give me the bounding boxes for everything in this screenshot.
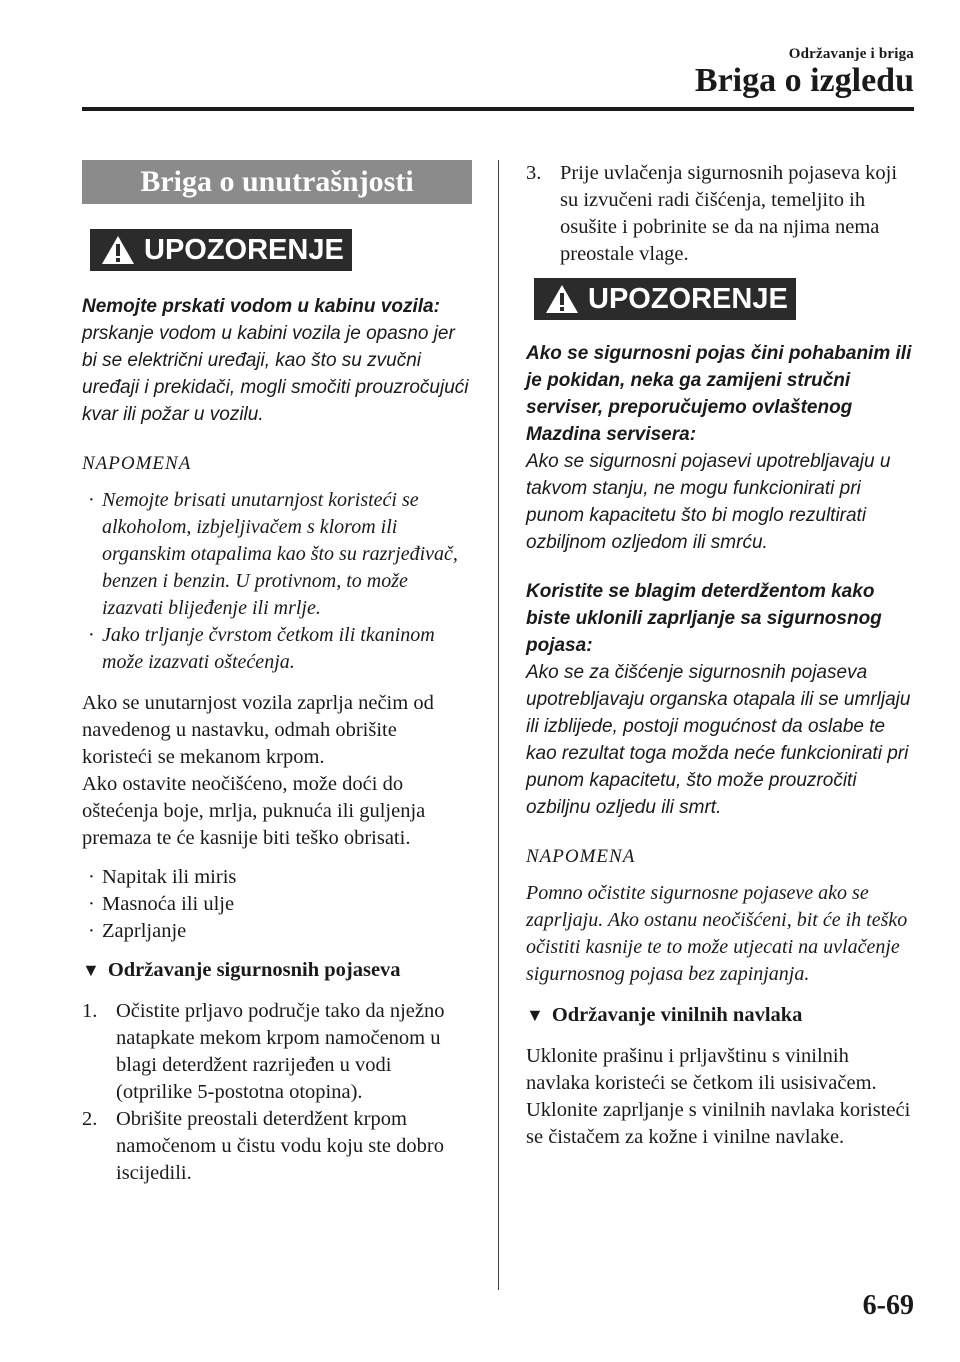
subheading-text: Održavanje sigurnosnih pojaseva bbox=[107, 959, 401, 981]
triangle-down-icon: ▼ bbox=[526, 1005, 544, 1025]
warning-body: Ako se za čišćenje sigurnosnih pojaseva upotrebljavaju organska otapala ili se umrljaju ili izblijede, postoji mogućnost da oslabe te kao rezultat toga možda neće funkcionirati pri punom kapacitetu, što može prouzročiti ozbiljnu ozljedu ili smrt. bbox=[526, 662, 911, 818]
subheading-vinyl bbox=[526, 1002, 916, 1029]
warning-triangle-icon bbox=[544, 283, 580, 315]
note-item: · Jako trljanje čvrstom četkom ili tkaninom može izazvati oštećenja. bbox=[82, 622, 472, 676]
step-item bbox=[82, 998, 472, 1106]
step-text: Prije uvlačenja sigurnosnih pojaseva koji su izvučeni radi čišćenja, temeljito ih osušite i pobrinite se da na njima nema preostale vlage. bbox=[560, 162, 898, 265]
seatbelt-steps-continued bbox=[526, 160, 916, 268]
note-item: · Nemojte brisati unutarnjost koristeći se alkoholom, izbjeljivačem s klorom ili organskim otapalima kao što su razrjeđivač, benzen i benzin. U protivnom, to može izazvati blijeđenje ili mrlje. bbox=[82, 487, 472, 622]
note-list bbox=[82, 487, 472, 676]
running-header-section: Održavanje i briga bbox=[788, 46, 914, 62]
running-header-title: Briga o izgledu bbox=[694, 62, 914, 99]
warning-label: UPOZORENJE bbox=[588, 282, 788, 315]
subheading-text: Održavanje vinilnih navlaka bbox=[551, 1004, 803, 1026]
step-text: Obrišite preostali deterdžent krpom namočenom u čistu vodu koju ste dobro iscijedili. bbox=[116, 1108, 444, 1184]
warning-text-2 bbox=[526, 578, 916, 821]
warning-body: Ako se sigurnosni pojasevi upotrebljavaju u takvom stanju, ne mogu funkcionirati pri punom kapacitetu što bi moglo rezultirati ozbiljnom ozljedom ili smrću. bbox=[526, 451, 891, 553]
paragraph: Ako ostavite neočišćeno, može doći do oštećenja boje, mrlja, puknuća ili guljenja premaza te će kasnije biti teško obrisati. bbox=[82, 773, 426, 849]
warning-triangle-icon bbox=[100, 234, 136, 266]
left-column bbox=[82, 160, 472, 1187]
warning-label-box bbox=[90, 229, 352, 271]
warning-heading: Koristite se blagim deterdžentom kako biste uklonili zaprljanje sa sigurnosnog pojasa: bbox=[526, 581, 882, 656]
warning-body: prskanje vodom u kabini vozila je opasno jer bi se električni uređaji, kao što su zvučni uređaji i prekidači, mogli smočiti prouzročujući kvar ili požar u vozilu. bbox=[82, 323, 469, 425]
header-rule bbox=[82, 107, 914, 111]
page-number: 6-69 bbox=[862, 1290, 914, 1321]
step-number: 3. bbox=[526, 162, 542, 184]
seatbelt-steps bbox=[82, 998, 472, 1187]
note-text: Pomno očistite sigurnosne pojaseve ako se zaprljaju. Ako ostanu neočišćeni, bit će ih teško očistiti kasnije te to može utjecati na uvlačenje sigurnosnog pojasa bez zapinjanja. bbox=[526, 882, 908, 985]
step-number: 2. bbox=[82, 1108, 98, 1130]
warning-text bbox=[82, 293, 472, 428]
list-item: · Napitak ili miris bbox=[82, 864, 472, 891]
step-text: Očistite prljavo područje tako da nježno natapkate mekom krpom namočenom u blagi deterdžent razrijeđen u vodi (otprilike 5-postotna otopina). bbox=[116, 1000, 445, 1103]
right-column bbox=[526, 160, 916, 1151]
warning-label: UPOZORENJE bbox=[144, 233, 344, 266]
warning-label-box bbox=[534, 278, 796, 320]
column-divider bbox=[498, 160, 499, 1290]
step-item bbox=[526, 160, 916, 268]
stain-list bbox=[82, 864, 472, 945]
step-number: 1. bbox=[82, 1000, 98, 1022]
note-title: NAPOMENA bbox=[526, 846, 636, 867]
paragraph: Uklonite zaprljanje s vinilnih navlaka koristeći se čistačem za kožne i vinilne navlake. bbox=[526, 1099, 911, 1148]
subheading-seatbelts bbox=[82, 957, 472, 984]
triangle-down-icon: ▼ bbox=[82, 960, 100, 980]
warning-text-1 bbox=[526, 340, 916, 556]
list-item: · Masnoća ili ulje bbox=[82, 891, 472, 918]
section-title: Briga o unutrašnjosti bbox=[82, 160, 472, 204]
step-item bbox=[82, 1106, 472, 1187]
warning-heading: Nemojte prskati vodom u kabinu vozila: bbox=[82, 296, 440, 317]
paragraph: Uklonite prašinu i prljavštinu s vinilnih navlaka koristeći se četkom ili usisivačem. bbox=[526, 1045, 877, 1094]
note-title: NAPOMENA bbox=[82, 453, 192, 474]
intro-paragraphs bbox=[82, 690, 472, 852]
warning-heading: Ako se sigurnosni pojas čini pohabanim ili je pokidan, neka ga zamijeni stručni serviser, preporučujemo ovlaštenog Mazdina servisera: bbox=[526, 343, 912, 445]
paragraph: Ako se unutarnjost vozila zaprlja nečim od navedenog u nastavku, odmah obrišite koristeći se mekanom krpom. bbox=[82, 692, 434, 768]
list-item: · Zaprljanje bbox=[82, 918, 472, 945]
